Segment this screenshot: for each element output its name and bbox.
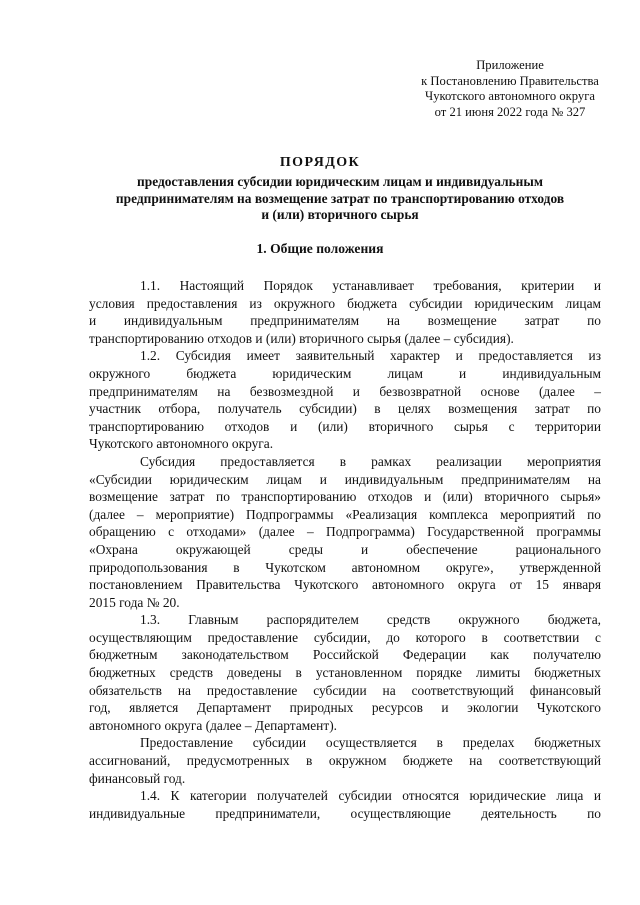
document-subtitle [60, 174, 620, 224]
appendix-line: от 21 июня 2022 года № 327 [434, 104, 586, 119]
appendix-line: Чукотского автономного округа [425, 89, 595, 103]
body-line: 1.1. Настоящий Порядок устанавливает требования, критерии и [140, 278, 601, 293]
body-line: постановлением Правительства Чукотского автономного округа от 15 января [89, 577, 601, 593]
subtitle-line: предпринимателям на возмещение затрат по транспортированию отходов [115, 190, 565, 206]
body-line: ассигнований, предусмотренных в окружном бюджете на соответствующий [89, 753, 601, 769]
body-line: год, является Департамент природных ресурсов и экологии Чукотского [89, 700, 601, 716]
body-line: индивидуальные предприниматели, осуществляющие деятельность по [89, 805, 601, 821]
body-line: возмещение затрат по транспортированию отходов и (или) вторичного сырья» [89, 489, 601, 505]
document-body [89, 277, 601, 822]
body-line: предпринимателям на безвозмездной и безвозвратной основе (далее – [89, 383, 601, 399]
body-line: финансовый год. [89, 770, 186, 786]
appendix-line: к Постановлению Правительства [421, 73, 599, 88]
body-line: 1.4. К категории получателей субсидии относятся юридические лица и [140, 788, 601, 804]
body-line: (далее – мероприятие) Подпрограммы «Реализация комплекса мероприятий по [89, 506, 601, 522]
body-line: 2015 года № 20. [89, 594, 180, 610]
body-line: условия предоставления из окружного бюджета субсидии юридическим лицам [89, 295, 601, 311]
body-line: транспортированию отходов и (или) вторичного сырья с территории [89, 418, 601, 434]
subtitle-line: предоставления субсидии юридическим лицам и индивидуальным [137, 174, 543, 189]
subtitle-line: и (или) вторичного сырья [261, 207, 419, 222]
body-line: природопользования в Чукотском автономном округе», утвержденной [89, 559, 601, 575]
body-line: «Охрана окружающей среды и обеспечение рационального [89, 541, 601, 557]
section-heading: 1. Общие положения [256, 241, 384, 256]
appendix-line: Приложение [476, 58, 544, 72]
body-line: обращению с отходами» (далее – Подпрограмма) Государственной программы [89, 524, 601, 540]
body-line: окружного бюджета юридическим лицам и индивидуальным [89, 365, 601, 381]
body-line: автономного округа (далее – Департамент). [89, 717, 338, 733]
body-line: 1.2. Субсидия имеет заявительный характер и предоставляется из [140, 348, 601, 364]
body-line: 1.3. Главным распорядителем средств окружного бюджета, [140, 612, 601, 628]
body-line: транспортированию отходов и (или) вторичного сырья (далее – субсидия). [89, 330, 514, 346]
body-line: бюджетным законодательством Российской Федерации как получателю [89, 647, 601, 663]
body-line: осуществляющим предоставление субсидии, до которого в соответствии с [89, 629, 601, 645]
body-line: участник отбора, получатель субсидии) в целях возмещения затрат по [89, 401, 601, 417]
body-line: Субсидия предоставляется в рамках реализации мероприятия [140, 453, 601, 469]
body-line: обязательств на предоставление субсидии на соответствующий финансовый [89, 682, 601, 698]
appendix-block [410, 58, 610, 120]
body-line: бюджетных средств доведены в установленном порядке лимиты бюджетных [89, 665, 601, 681]
body-line: Чукотского автономного округа. [89, 436, 274, 452]
body-line: и индивидуальным предпринимателям на возмещение затрат по [89, 313, 601, 329]
document-title: ПОРЯДОК [279, 155, 361, 170]
body-line: «Субсидии юридическим лицам и индивидуальным предпринимателям на [89, 471, 601, 487]
body-line: Предоставление субсидии осуществляется в пределах бюджетных [140, 735, 601, 751]
